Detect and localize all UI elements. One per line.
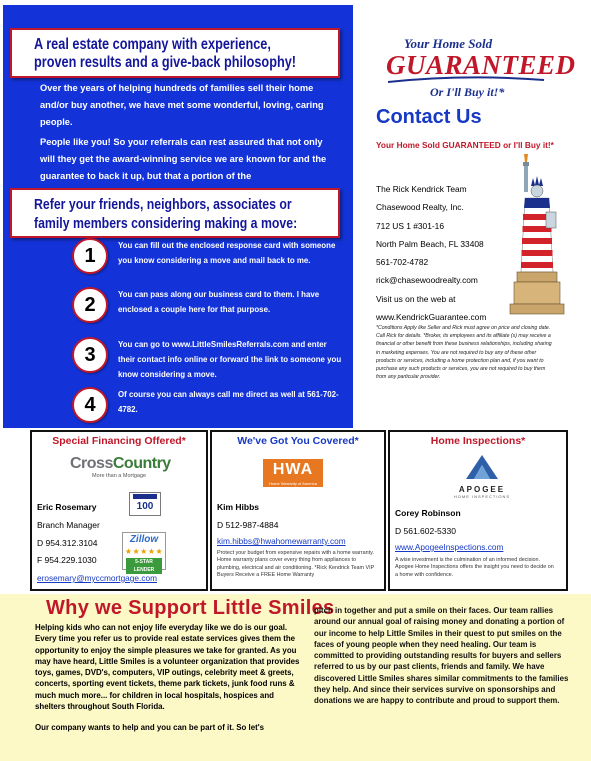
refer-line-1: Refer your friends, neighbors, associates or <box>34 196 292 213</box>
inspector-blurb: A wise investment is the culmination of an informed decision. Apogee Home Inspections offers the insight you need to decide on a home with confidence. <box>395 557 554 578</box>
top-100-badge <box>129 492 161 516</box>
zillow-tag: 5-STAR LENDER <box>126 558 162 574</box>
step-text: Of course you can always call me direct as well at 561-702-4782. <box>118 390 339 414</box>
inspection-title: Home Inspections* <box>430 435 526 447</box>
step-4 <box>72 387 342 427</box>
star-rating-icon: ★★★★★ <box>124 547 164 556</box>
intro-paragraph-1: Over the years of helping hundreds of families sell their home and/or buy another, we have met some wonderful, loving, caring people. <box>40 83 324 127</box>
inspector-website-link[interactable]: www.ApogeeInspections.com <box>395 542 504 552</box>
address-line-1: 712 US 1 #301-16 <box>376 220 444 231</box>
address-line-2: North Palm Beach, FL 33408 <box>376 238 484 249</box>
warranty-title: We've Got You Covered* <box>237 435 359 447</box>
phone[interactable]: 561-702-4782 <box>376 257 429 268</box>
step-3 <box>72 337 342 377</box>
step-number: 2 <box>72 287 108 323</box>
crosscountry-logo <box>70 455 170 485</box>
badge-number: 100 <box>136 501 154 512</box>
logo-line-3: Or I'll Buy it!* <box>430 85 505 99</box>
headline-line-1: A real estate company with experience, <box>34 36 271 53</box>
financing-title: Special Financing Offered* <box>52 435 186 447</box>
headline-banner <box>10 28 340 78</box>
statue-of-liberty-icon <box>505 152 567 322</box>
step-number: 4 <box>72 387 108 423</box>
contact-subtitle: Your Home Sold GUARANTEED or I'll Buy it!* <box>376 140 554 150</box>
lender-direct-phone[interactable]: D 954.312.3104 <box>37 538 98 548</box>
contact-title: Contact Us <box>376 106 482 128</box>
step-1 <box>72 238 342 278</box>
step-number: 1 <box>72 238 108 274</box>
hwa-logo-letters: HWA <box>272 461 314 478</box>
little-smiles-col-1 <box>35 622 300 744</box>
logo-line-2: GUARANTEED <box>386 50 576 80</box>
little-smiles-title: Why we Support Little Smiles <box>46 597 335 619</box>
logo-swoosh-icon <box>386 76 546 84</box>
warranty-email-link[interactable]: kim.hibbs@hwahomewarranty.com <box>217 536 346 546</box>
inspector-direct-phone[interactable]: D 561.602-5330 <box>395 526 456 536</box>
little-smiles-col-2: pitch in together and put a smile on their faces. Our team rallies around our annual goal of raising money and donating a portion of our income to help Little Smiles in their quest to put smiles on the faces of young people when they need healing. Our team is committed to providing outstanding results for buyers and sellers referred to us by our past clients, friends and family. We have discovered Little Smiles shares similar commitments to the families they help. And since their services survive on sponsorships and donations we are happy to contribute and proud to support them. <box>314 606 569 706</box>
warranty-box <box>210 430 386 591</box>
apogee-mark-icon <box>465 454 499 480</box>
refer-banner <box>10 188 340 238</box>
apogee-name: APOGEE <box>458 485 506 494</box>
step-text: You can fill out the enclosed response card with someone you know considering a move and mail back to me. <box>118 241 336 265</box>
step-text: You can pass along our business card to them. I have enclosed a couple here for that purpose. <box>118 290 320 314</box>
zillow-name: Zillow <box>129 534 159 545</box>
lender-email-link[interactable]: erosemary@myccmortgage.com <box>37 573 158 583</box>
guarantee-logo <box>382 30 576 100</box>
hwa-tagline: Home Warranty of America <box>269 481 317 486</box>
hwa-logo <box>263 459 323 487</box>
website-link[interactable]: www.KendrickGuarantee.com <box>376 312 487 323</box>
lender-name: Eric Rosemary <box>37 502 97 512</box>
financing-box <box>30 430 208 591</box>
headline-line-2: proven results and a give-back philosophy! <box>34 54 297 71</box>
step-number: 3 <box>72 337 108 373</box>
logo-line-1: Your Home Sold <box>404 36 493 51</box>
team-name: The Rick Kendrick Team <box>376 184 467 194</box>
inspection-box <box>388 430 568 591</box>
crosscountry-tagline: More than a Mortgage <box>92 473 147 479</box>
web-label: Visit us on the web at <box>376 293 456 304</box>
little-smiles-paragraph-2: Our company wants to help and you can be part of it. So let's <box>35 723 264 733</box>
step-text: You can go to www.LittleSmilesReferrals.com and enter their contact info online or forward the link to someone you know considering a move. <box>118 340 342 379</box>
warranty-direct-phone[interactable]: D 512-987-4884 <box>217 520 279 530</box>
lender-role: Branch Manager <box>37 520 100 530</box>
apogee-logo <box>442 454 522 504</box>
refer-line-2: family members considering making a move: <box>34 215 298 232</box>
zillow-badge <box>122 532 166 573</box>
warranty-blurb: Protect your budget from expensive repairs with a home warranty. Home warranty plans cover every thing from appliances to plumbing, electrical and air conditioning. *Rick Kendrick Team VIP Buyers Receive a FREE Home Warranty <box>217 550 375 579</box>
step-2 <box>72 287 342 327</box>
little-smiles-paragraph-1: Helping kids who can not enjoy life everyday like we do is our goal. Every time you refer us to provide real estate services gives them the opportunity to enjoy the simple pleasures we take for granted. As you may have heard, Little Smiles is a volunteer organization that provides toys, games, DVD's, computers, VIP outings, celebrity meet & greets, concerts, sporting event tickets, theme park tickets, junk food runs & much much more... for children in local hospitals, hospices and shelters throughout South Florida. <box>35 623 300 712</box>
disclaimer: *Conditions Apply like Seller and Rick must agree on price and closing date. Call Rick for details. *Broker, its employees and its affiliate (s) may receive a financial or other benefit from these business relationships, including sharing in marketing expenses. You are not required to buy any of these other products or services, including a home protection plan and, if you want to purchase any such products or services, you are not required to buy them from any particular provider. <box>376 325 552 381</box>
inspector-name: Corey Robinson <box>395 508 461 518</box>
warranty-contact-name: Kim Hibbs <box>217 502 260 512</box>
apogee-tagline: HOME INSPECTIONS <box>453 494 511 499</box>
lender-fax: F 954.229.1030 <box>37 555 97 565</box>
contact-details <box>376 180 516 326</box>
crosscountry-logo-text: CrossCountry <box>70 455 171 472</box>
email-link[interactable]: rick@chasewoodrealty.com <box>376 275 478 286</box>
company-name: Chasewood Realty, Inc. <box>376 202 464 213</box>
intro-paragraph-2: People like you! So your referrals can rest assured that not only will they get the award-winning service we are known for and the guarantee to back it up, but that a portion of the <box>40 137 327 181</box>
